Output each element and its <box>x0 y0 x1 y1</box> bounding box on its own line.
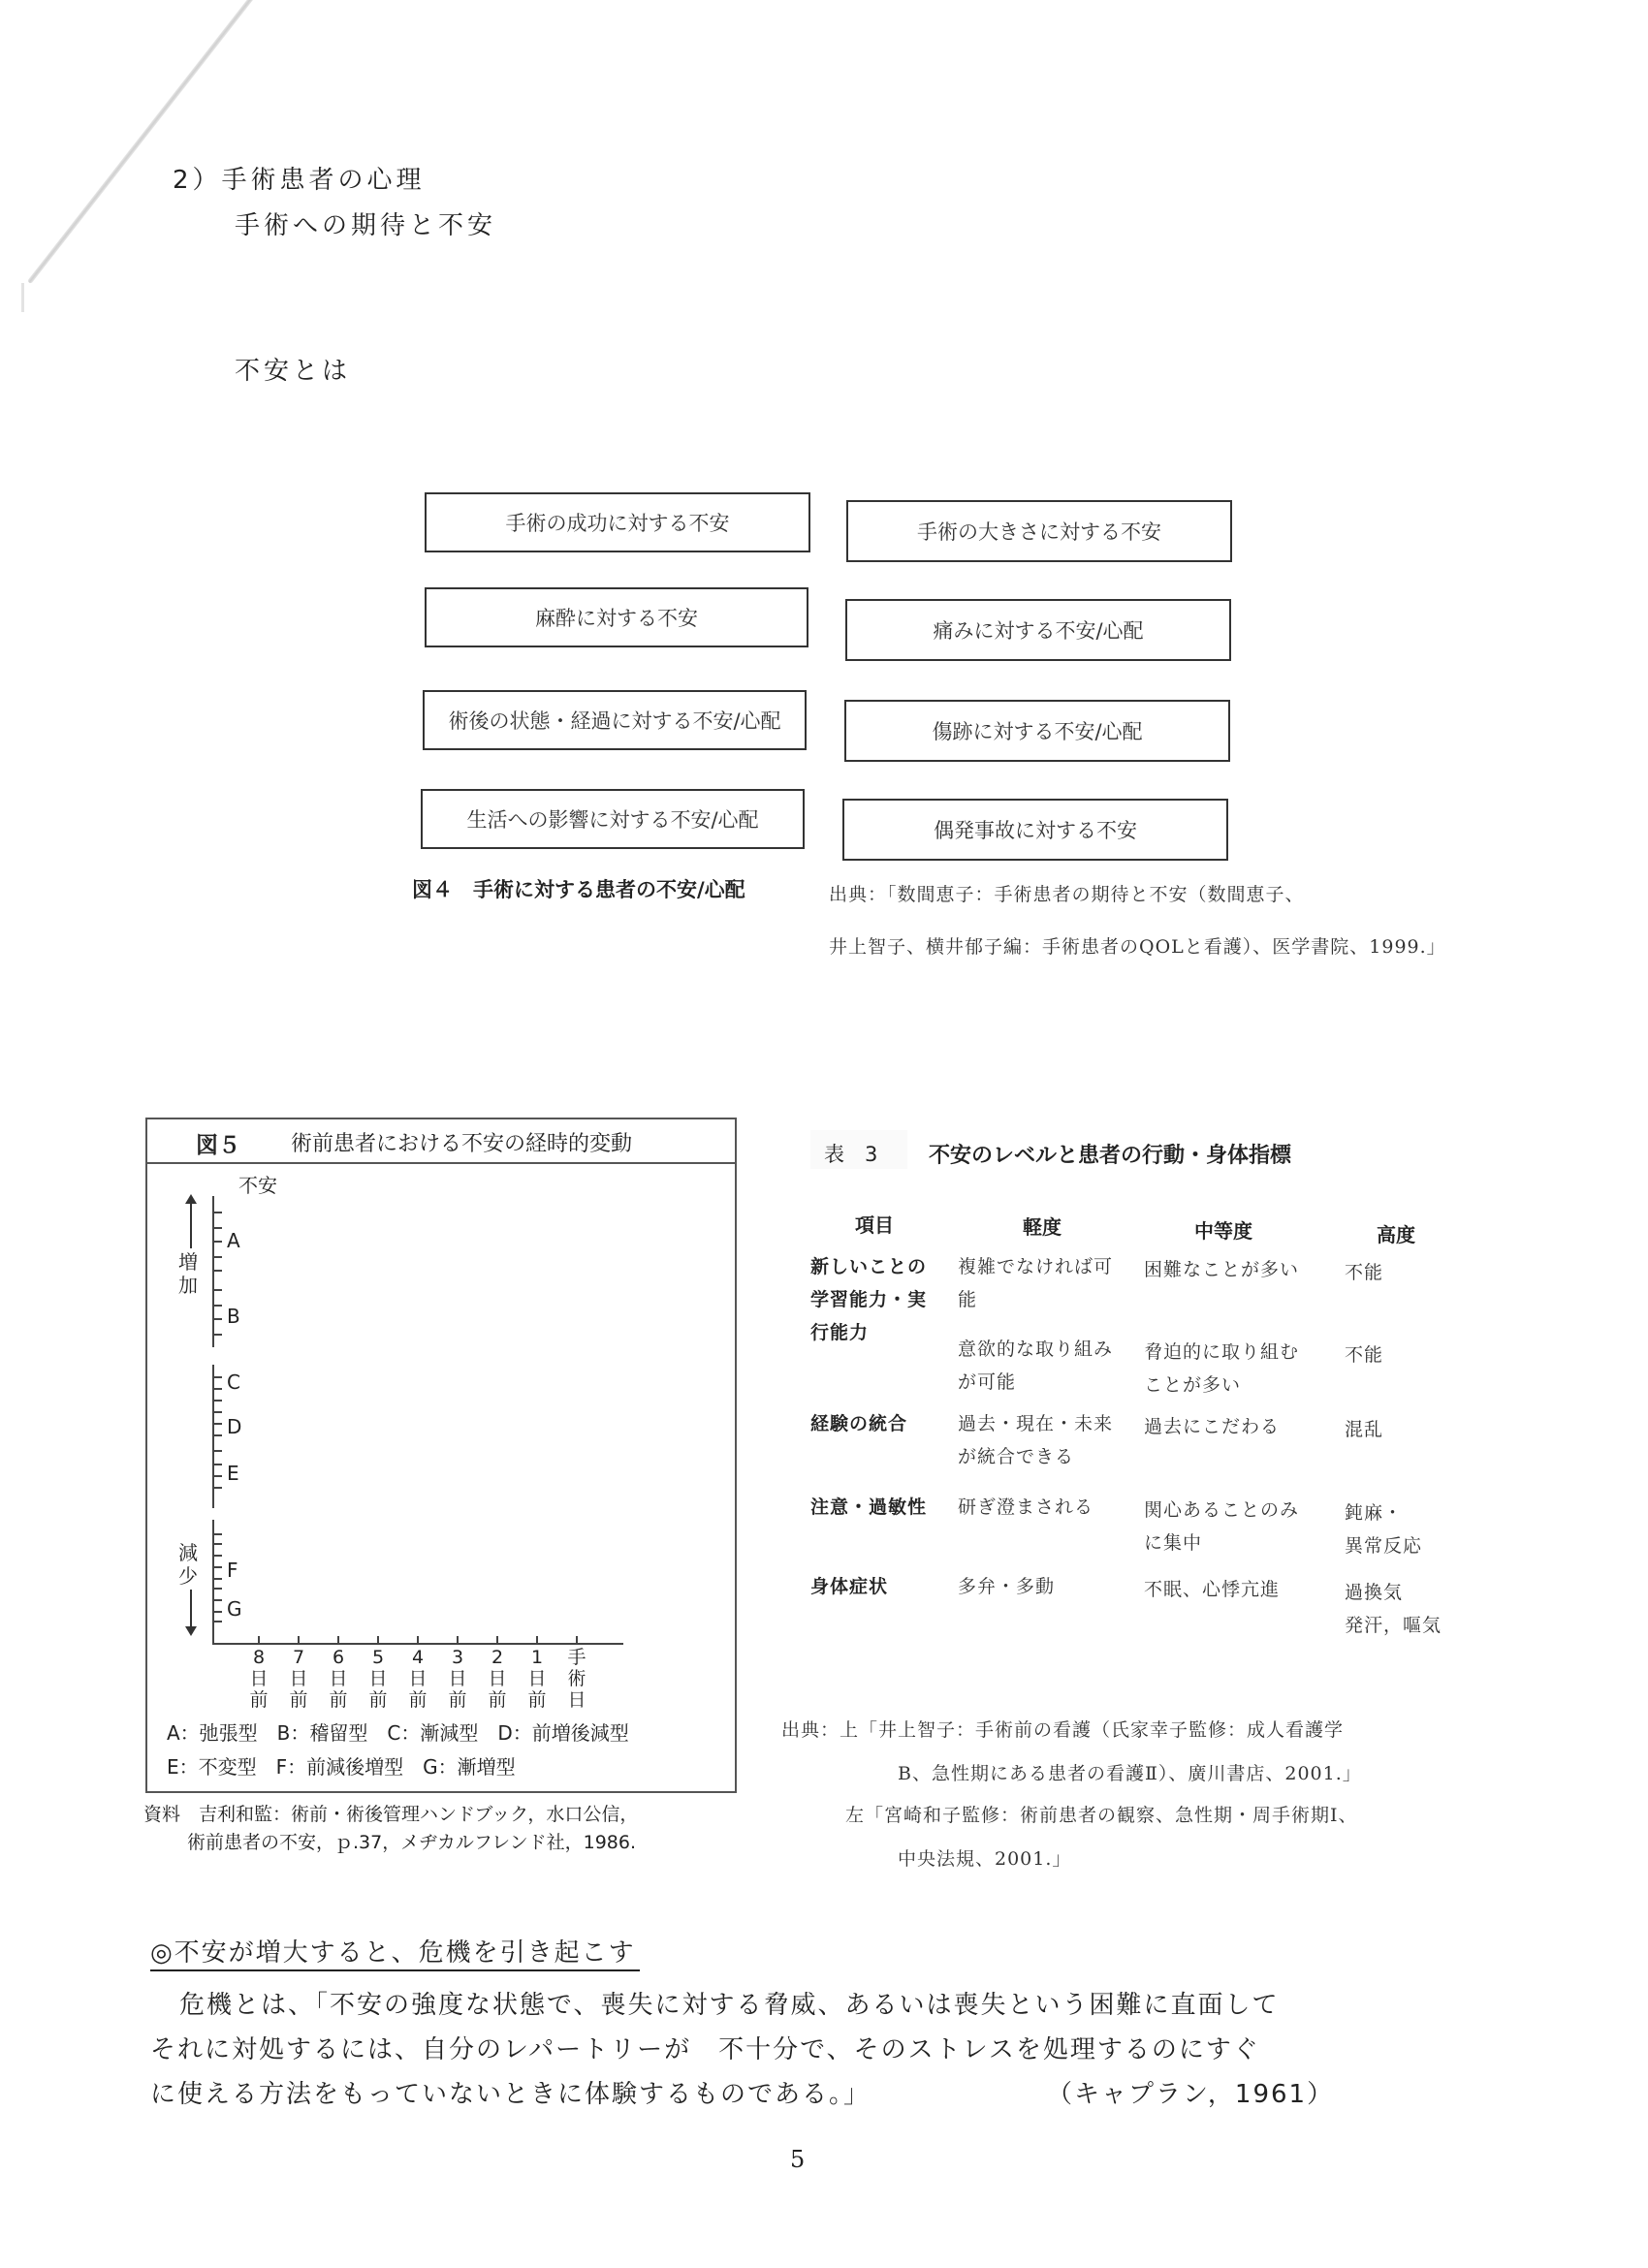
y-axis-tick <box>213 1464 222 1465</box>
table3-cell-mild <box>958 1407 1113 1473</box>
figure5-legend-line1: A：弛張型 B：稽留型 C：漸減型 D：前増後減型 <box>167 1721 629 1745</box>
x-axis-tick <box>298 1636 300 1644</box>
page-number: 5 <box>790 2146 806 2173</box>
y-axis-tick <box>213 1543 222 1545</box>
table3-cell-moderate <box>1144 1253 1299 1286</box>
x-axis-day-label-part: 前 <box>368 1689 388 1711</box>
y-axis-tick <box>213 1388 222 1390</box>
concern-box: 生活への影響に対する不安/心配 <box>421 789 805 849</box>
y-axis-tick <box>213 1241 222 1243</box>
scan-fold-line <box>27 0 258 284</box>
table3-cell-line: 身体症状 <box>810 1576 889 1597</box>
y-axis-tick <box>213 1450 222 1452</box>
table3-source-line3: 左「宮崎和子監修：術前患者の観察、急性期・周手術期Ⅰ、 <box>845 1805 1358 1826</box>
section-subheading: 手術への期待と不安 <box>235 211 497 240</box>
table3-cell-line: 経験の統合 <box>810 1413 908 1434</box>
x-axis-tick <box>576 1636 578 1644</box>
table3-cell-line: 行能力 <box>810 1322 870 1343</box>
x-axis-day-label <box>445 1647 470 1711</box>
x-axis-day-label-part: 日 <box>488 1668 507 1689</box>
y-axis-tick <box>213 1599 222 1601</box>
table3-cell-line: に集中 <box>1144 1532 1203 1554</box>
y-axis-tick <box>213 1376 222 1378</box>
table3-cell-line: が統合できる <box>958 1446 1075 1467</box>
table3-cell-severe <box>1345 1339 1383 1371</box>
x-axis-day-label <box>286 1647 311 1711</box>
table3-cell-severe <box>1345 1496 1422 1562</box>
x-axis-tick <box>337 1636 339 1644</box>
figure5-source-line1: 資料 吉利和監：術前・術後管理ハンドブック，水口公信， <box>143 1804 639 1825</box>
y-axis-tick <box>213 1555 222 1557</box>
table3-cell-line: 関心あることのみ <box>1144 1499 1300 1521</box>
table3-cell-line: 能 <box>958 1289 978 1310</box>
x-axis-day-label-part: 手 <box>567 1647 586 1668</box>
table3-cell-mild <box>958 1570 1055 1603</box>
anxiety-pattern-label-A: A <box>227 1229 240 1252</box>
table3-cell-item <box>810 1570 888 1603</box>
table3-cell-line: 不能 <box>1345 1262 1384 1283</box>
table3-header-moderate: 中等度 <box>1194 1219 1252 1243</box>
anxiety-definition-heading: 不安とは <box>235 357 352 386</box>
figure5-source-line2: 術前患者の不安，ｐ.37，メヂカルフレンド社，1986. <box>187 1832 636 1853</box>
table3-cell-line: 異常反応 <box>1345 1535 1423 1557</box>
y-axis-tick <box>213 1334 222 1336</box>
x-axis-day-label-part: 前 <box>289 1689 308 1711</box>
table3-source-line2: B、急性期にある患者の看護Ⅱ）、廣川書店、2001.」 <box>898 1763 1362 1784</box>
y-axis-tick <box>213 1256 222 1258</box>
x-axis-day-label <box>485 1647 510 1711</box>
figure5-label: 図５ <box>196 1133 240 1158</box>
y-axis-tick <box>213 1305 222 1307</box>
x-axis-day-label-part: 日 <box>408 1668 428 1689</box>
table3-cell-moderate <box>1144 1410 1280 1443</box>
x-axis-day-label <box>524 1647 550 1711</box>
table3-cell-line: 困難なことが多い <box>1144 1259 1300 1280</box>
increase-label: 増加 <box>178 1250 198 1297</box>
table3-cell-moderate <box>1144 1336 1299 1402</box>
table3-cell-line: が可能 <box>958 1371 1017 1393</box>
table3-cell-line: 不能 <box>1345 1344 1384 1366</box>
x-axis-tick <box>457 1636 459 1644</box>
table3-cell-line: 研ぎ澄まされる <box>958 1496 1094 1518</box>
x-axis-day-label-part: 5 <box>371 1647 385 1668</box>
anxiety-pattern-label-F: F <box>227 1559 238 1582</box>
table3-label: 表 3 <box>824 1143 878 1166</box>
figure4-source-line2: 井上智子、横井郁子編：手術患者のQOLと看護）、医学書院、1999.」 <box>829 936 1446 958</box>
up-arrow-icon <box>185 1194 197 1204</box>
x-axis-day-label-part: 日 <box>289 1668 308 1689</box>
table3-cell-line: 混乱 <box>1345 1419 1384 1440</box>
x-axis-day-label-part: 前 <box>329 1689 348 1711</box>
anxiety-pattern-label-E: E <box>227 1462 239 1485</box>
concern-box: 手術の大きさに対する不安 <box>846 500 1232 562</box>
x-axis-day-label-part: 6 <box>332 1647 345 1668</box>
y-axis-tick <box>213 1318 222 1320</box>
table3-header-item: 項目 <box>855 1213 894 1237</box>
x-axis-day-label-part: 日 <box>448 1668 467 1689</box>
x-axis-day-label-part: 日 <box>527 1668 547 1689</box>
x-axis-day-label <box>564 1647 589 1711</box>
y-axis-tick <box>213 1588 222 1590</box>
down-arrow-icon <box>185 1626 197 1636</box>
y-axis-tick <box>213 1611 222 1613</box>
table3-cell-line: 鈍麻・ <box>1345 1502 1404 1524</box>
table3-cell-line: 注意・過敏性 <box>810 1496 928 1518</box>
table3-cell-line: 過去にこだわる <box>1144 1416 1281 1437</box>
concern-box: 痛みに対する不安/心配 <box>845 599 1231 661</box>
table3-cell-severe <box>1345 1413 1383 1446</box>
y-axis-tick <box>213 1487 222 1489</box>
table3-source-line4: 中央法規、2001.」 <box>898 1848 1072 1870</box>
scan-fold-line-tail <box>21 283 24 312</box>
x-axis-tick <box>417 1636 419 1644</box>
anxiety-pattern-label-G: G <box>227 1597 242 1621</box>
table3-cell-line: 新しいことの <box>810 1256 928 1277</box>
concern-box: 術後の状態・経過に対する不安/心配 <box>423 690 807 750</box>
x-axis-day-label-part: 4 <box>411 1647 425 1668</box>
figure4-source-line1: 出典：「数間恵子：手術患者の期待と不安（数間恵子、 <box>829 884 1305 905</box>
figure5-legend-line2: E：不変型 F：前減後増型 G：漸増型 <box>167 1755 516 1779</box>
decrease-label: 減少 <box>178 1541 198 1588</box>
table3-cell-item <box>810 1407 907 1440</box>
table3-cell-mild <box>958 1250 1113 1316</box>
y-axis-tick <box>213 1566 222 1568</box>
y-axis-tick <box>213 1621 222 1622</box>
x-axis-tick <box>258 1636 260 1644</box>
table3-cell-mild <box>958 1333 1113 1399</box>
x-axis-day-label <box>246 1647 271 1711</box>
concern-box: 傷跡に対する不安/心配 <box>844 700 1230 762</box>
x-axis-day-label-part: 日 <box>567 1689 586 1711</box>
y-axis-tick <box>213 1212 222 1213</box>
x-axis-day-label-part: 8 <box>252 1647 266 1668</box>
x-axis-day-label-part: 術 <box>567 1668 586 1689</box>
x-axis-day-label-part: 3 <box>451 1647 464 1668</box>
y-axis-tick <box>213 1423 222 1425</box>
anxiety-pattern-label-C: C <box>227 1370 240 1394</box>
x-axis-day-label-part: 1 <box>530 1647 544 1668</box>
y-axis-tick <box>213 1533 222 1535</box>
concern-box: 偶発事故に対する不安 <box>842 799 1228 861</box>
x-axis-day-label-part: 前 <box>448 1689 467 1711</box>
increase-arrow-shaft <box>190 1198 192 1248</box>
x-axis-day-label-part: 7 <box>292 1647 305 1668</box>
table3-cell-line: 意欲的な取り組み <box>958 1339 1114 1360</box>
decrease-arrow-shaft <box>190 1590 192 1628</box>
y-axis-tick <box>213 1578 222 1580</box>
y-axis-segment-lower <box>212 1520 214 1644</box>
x-axis-day-label-part: 2 <box>491 1647 504 1668</box>
x-axis-day-label-part: 日 <box>329 1668 348 1689</box>
table3-header-mild: 軽度 <box>1023 1215 1062 1239</box>
x-axis-tick <box>377 1636 379 1644</box>
table3-cell-moderate <box>1144 1494 1299 1559</box>
table3-cell-item <box>810 1491 927 1524</box>
y-axis-tick <box>213 1227 222 1229</box>
x-axis-day-label-part: 前 <box>408 1689 428 1711</box>
x-axis-tick <box>536 1636 538 1644</box>
concern-box: 麻酔に対する不安 <box>425 587 808 647</box>
x-axis-tick <box>496 1636 498 1644</box>
table3-cell-severe <box>1345 1576 1442 1642</box>
y-axis-label: 不安 <box>238 1174 277 1197</box>
crisis-definition-line2: それに対処するには、自分のレパートリーが 不十分で、そのストレスを処理するのにすぐ <box>150 2035 1260 2064</box>
crisis-citation: （キャプラン，1961） <box>1047 2080 1335 2109</box>
x-axis-day-label-part: 前 <box>527 1689 547 1711</box>
y-axis-tick <box>213 1434 222 1436</box>
table3-cell-line: 過換気 <box>1345 1582 1404 1603</box>
table3-source-line1: 出典：上「井上智子：手術前の看護（氏家幸子監修：成人看護学 <box>781 1719 1345 1741</box>
table3-cell-mild <box>958 1491 1093 1524</box>
table3-cell-line: 脅迫的に取り組む <box>1144 1341 1300 1363</box>
figure5-frame <box>145 1118 737 1793</box>
table3-cell-severe <box>1345 1256 1383 1289</box>
x-axis-day-label <box>326 1647 351 1711</box>
x-axis-day-label <box>405 1647 430 1711</box>
y-axis-tick <box>213 1289 222 1291</box>
table3-header-severe: 高度 <box>1377 1223 1415 1246</box>
y-axis-tick <box>213 1400 222 1402</box>
figure4-caption: 図４ 手術に対する患者の不安/心配 <box>412 878 745 901</box>
crisis-definition-line1: 危機とは、「不安の強度な状態で、喪失に対する脅威、あるいは喪失という困難に直面して <box>179 1991 1280 2020</box>
anxiety-pattern-label-D: D <box>227 1415 242 1438</box>
table3-cell-line: 過去・現在・未来 <box>958 1413 1114 1434</box>
y-axis-tick <box>213 1475 222 1477</box>
concern-box: 手術の成功に対する不安 <box>425 492 810 552</box>
y-axis-tick <box>213 1270 222 1272</box>
table3-cell-line: 発汗，嘔気 <box>1345 1615 1442 1636</box>
table3-cell-line: 複雑でなければ可 <box>958 1256 1114 1277</box>
x-axis-day-label-part: 前 <box>488 1689 507 1711</box>
y-axis-segment-upper <box>212 1196 214 1347</box>
anxiety-pattern-label-B: B <box>227 1305 240 1328</box>
figure5-header <box>147 1119 735 1164</box>
table3-cell-line: 不眠、心悸亢進 <box>1144 1579 1281 1600</box>
table3-cell-line: 学習能力・実 <box>810 1289 928 1310</box>
x-axis-day-label-part: 前 <box>249 1689 269 1711</box>
crisis-heading: ◎不安が増大すると、危機を引き起こす <box>150 1937 640 1971</box>
table3-cell-item <box>810 1250 927 1349</box>
table3-cell-line: ことが多い <box>1144 1374 1242 1396</box>
x-axis-day-label-part: 日 <box>249 1668 269 1689</box>
x-axis-day-label-part: 日 <box>368 1668 388 1689</box>
figure5-title: 術前患者における不安の経時的変動 <box>291 1132 633 1156</box>
table3-cell-line: 多弁・多動 <box>958 1576 1056 1597</box>
x-axis-day-label <box>365 1647 391 1711</box>
table3-title: 不安のレベルと患者の行動・身体指標 <box>929 1144 1292 1168</box>
y-axis-tick <box>213 1411 222 1413</box>
crisis-definition-line3: に使える方法をもっていないときに体験するものである。」 <box>150 2080 872 2109</box>
section-heading: 2）手術患者の心理 <box>173 166 426 195</box>
table3-cell-moderate <box>1144 1573 1280 1606</box>
